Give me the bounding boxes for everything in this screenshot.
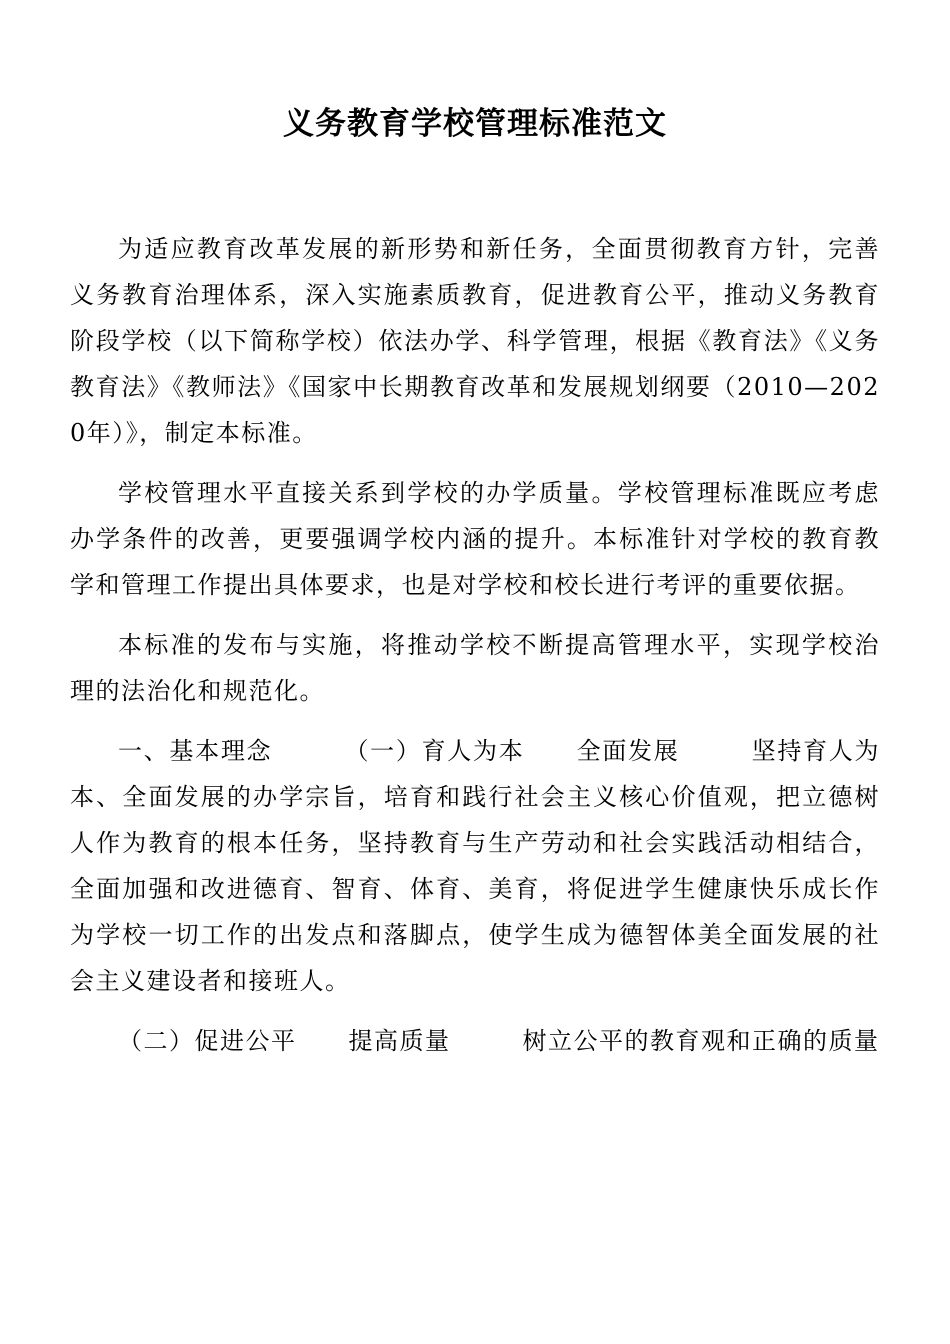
section-one-subheading-tail: 全面发展 <box>576 737 680 765</box>
paragraph-management-quality: 学校管理水平直接关系到学校的办学质量。学校管理标准既应考虑办学条件的改善，更要强调学校内涵的提升。本标准针对学校的教育教学和管理工作提出具体要求，也是对学校和校长进行考评的重要依据。 <box>70 479 880 599</box>
paragraph-implementation: 本标准的发布与实施，将推动学校不断提高管理水平，实现学校治理的法治化和规范化。 <box>70 631 880 705</box>
section-one-subheading: （一）育人为本 <box>344 737 525 765</box>
section-two-subheading-tail: 提高质量 <box>348 1027 451 1055</box>
section-one-heading: 一、基本理念 <box>118 737 273 765</box>
section-one-body: 坚持育人为本、全面发展的办学宗旨，培育和践行社会主义核心价值观，把立德树人作为教育的根本任务，坚持教育与生产劳动和社会实践活动相结合，全面加强和改进德育、智育、体育、美育，将促进学生健康快乐成长作为学校一切工作的出发点和落脚点，使学生成为德智体美全面发展的社会主义建设者和接班人。 <box>70 737 881 995</box>
document-body <box>70 226 880 1078</box>
section-one-paragraph <box>70 728 880 1004</box>
document-title: 义务教育学校管理标准范文 <box>283 106 667 142</box>
paragraph-preamble: 为适应教育改革发展的新形势和新任务，全面贯彻教育方针，完善义务教育治理体系，深入实施素质教育，促进教育公平，推动义务教育阶段学校（以下简称学校）依法办学、科学管理，根据《教育法》《义务教育法》《教师法》《国家中长期教育改革和发展规划纲要（2010—2020年）》，制定本标准。 <box>70 235 880 447</box>
section-two-subheading: （二）促进公平 <box>118 1027 297 1055</box>
section-two-body: 树立公平的教育观和正确的质量 <box>522 1027 880 1055</box>
section-two-paragraph <box>70 1018 880 1064</box>
